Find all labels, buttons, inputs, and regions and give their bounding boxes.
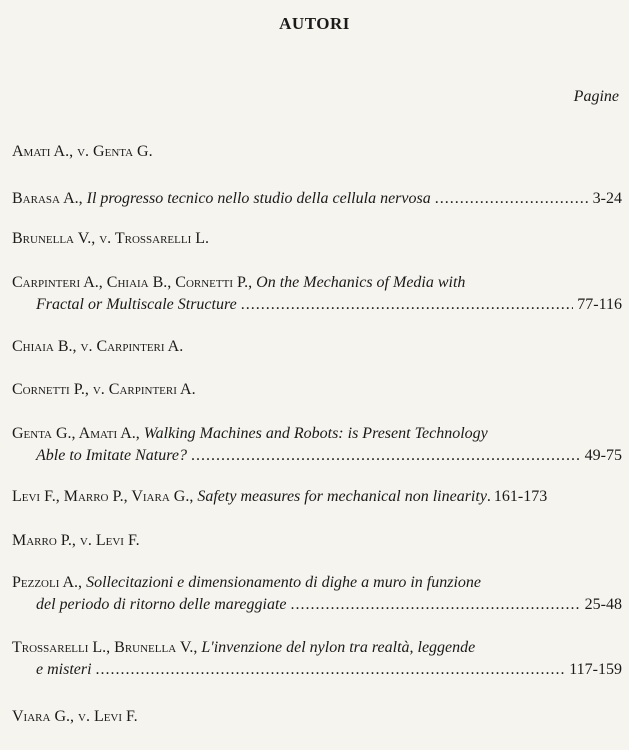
entry-authors: Genta G., Amati A., — [12, 425, 140, 442]
entry-brunella — [12, 228, 622, 250]
entry-pages: 3-24 — [592, 190, 622, 207]
entry-title: Il progresso tecnico nello studio della cellula nervosa — [86, 190, 431, 207]
entry-trossarelli — [12, 637, 622, 681]
entry-genta — [12, 423, 622, 467]
leader-dots — [487, 486, 493, 508]
entry-levi — [12, 486, 622, 508]
entry-authors: Pezzoli A., — [12, 574, 83, 591]
entry-authors: Marro P., v. Levi F. — [12, 532, 140, 549]
entry-authors: Levi F., Marro P., Viara G., — [12, 488, 194, 505]
pagine-heading: Pagine — [573, 88, 619, 105]
entry-authors: Chiaia B., v. Carpinteri A. — [12, 338, 184, 355]
page-title: AUTORI — [279, 14, 350, 33]
leader-dots — [435, 188, 589, 210]
entry-title: Walking Machines and Robots: is Present Technology — [143, 425, 488, 442]
entry-pages: 49-75 — [584, 447, 622, 464]
leader-dots — [241, 294, 574, 316]
entry-title-cont: del periodo di ritorno delle mareggiate — [36, 596, 287, 613]
entry-title-cont: e misteri — [36, 661, 92, 678]
entry-authors: Viara G., v. Levi F. — [12, 708, 138, 725]
entry-authors: Cornetti P., v. Carpinteri A. — [12, 381, 196, 398]
entry-pezzoli — [12, 572, 622, 616]
entry-authors: Brunella V., v. Trossarelli L. — [12, 230, 210, 247]
entry-barasa — [12, 188, 622, 210]
entry-pages: 25-48 — [584, 596, 622, 613]
entry-amati — [12, 141, 622, 163]
entry-authors: Trossarelli L., Brunella V., — [12, 639, 198, 656]
entry-pages: 77-116 — [577, 296, 622, 313]
entry-title-cont: Fractal or Multiscale Structure — [36, 296, 237, 313]
entry-authors: Amati A., v. Genta G. — [12, 143, 153, 160]
entry-marro — [12, 530, 622, 552]
entry-carpinteri — [12, 272, 622, 316]
leader-dots — [96, 659, 566, 681]
entry-title: L'invenzione del nylon tra realtà, leggende — [201, 639, 476, 656]
entry-title: On the Mechanics of Media with — [256, 274, 466, 291]
entry-chiaia — [12, 336, 622, 358]
entry-title: Sollecitazioni e dimensionamento di dighe a muro in funzione — [86, 574, 481, 591]
leader-dots — [290, 594, 580, 616]
entry-authors: Carpinteri A., Chiaia B., Cornetti P., — [12, 274, 253, 291]
entry-pages: 161-173 — [493, 488, 548, 505]
entry-title: Safety measures for mechanical non linearity — [197, 488, 487, 505]
entry-title-cont: Able to Imitate Nature? — [36, 447, 187, 464]
entry-authors: Barasa A., — [12, 190, 83, 207]
entry-pages: 117-159 — [569, 661, 622, 678]
leader-dots — [191, 445, 581, 467]
entry-cornetti — [12, 379, 622, 401]
entry-viara — [12, 706, 622, 728]
